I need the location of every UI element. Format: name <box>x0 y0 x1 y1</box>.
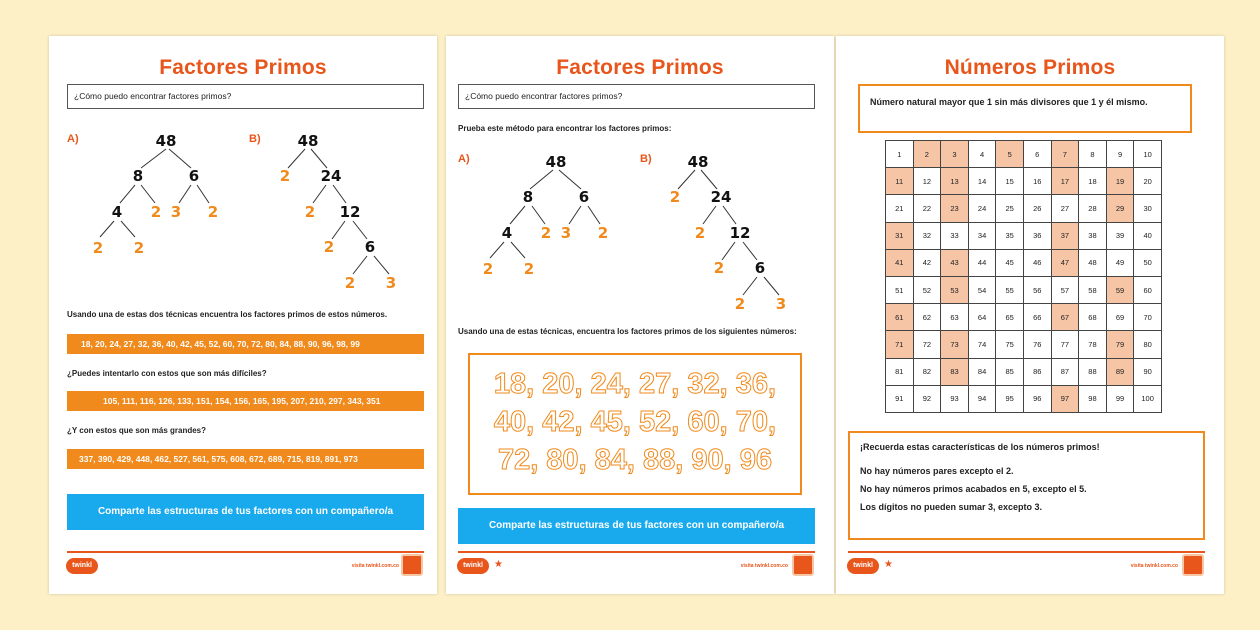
badge-icon <box>792 554 814 576</box>
definition-box: Número natural mayor que 1 sin más divisores que 1 y él mismo. <box>858 84 1192 133</box>
number-cell: 4 <box>968 141 996 168</box>
prime-cell: 61 <box>886 304 914 331</box>
number-cell: 40 <box>1134 222 1162 249</box>
number-cell: 15 <box>996 168 1024 195</box>
number-cell: 80 <box>1134 331 1162 358</box>
number-cell: 46 <box>1023 249 1051 276</box>
number-cell: 88 <box>1079 358 1107 385</box>
footer-url: visita twinkl.com.co <box>740 563 788 569</box>
number-cell: 78 <box>1079 331 1107 358</box>
number-cell: 30 <box>1134 195 1162 222</box>
number-cell: 77 <box>1051 331 1079 358</box>
footer-line <box>67 551 424 553</box>
label-a: A) <box>458 153 470 165</box>
tree-a-node: 48 <box>155 132 177 150</box>
tree-b-node: 2 <box>669 188 681 206</box>
prime-cell: 83 <box>941 358 969 385</box>
number-cell: 42 <box>913 249 941 276</box>
compare-banner: Comparte las estructuras de tus factores con un compañero/a <box>67 494 424 530</box>
number-cell: 35 <box>996 222 1024 249</box>
number-cell: 68 <box>1079 304 1107 331</box>
tree-a-node: 2 <box>523 260 535 278</box>
footer-url: visita twinkl.com.co <box>351 563 399 569</box>
fact-item: No hay números primos acabados en 5, excepto el 5. <box>860 484 1087 494</box>
tree-a-node: 3 <box>560 224 572 242</box>
tree-b-node: 48 <box>297 132 319 150</box>
tree-b-node: 12 <box>339 203 361 221</box>
question-box: ¿Cómo puedo encontrar factores primos? <box>67 84 424 109</box>
prime-cell: 71 <box>886 331 914 358</box>
number-cell: 86 <box>1023 358 1051 385</box>
tree-a-node: 2 <box>597 224 609 242</box>
footer-line <box>848 551 1205 553</box>
remember-box <box>848 431 1205 540</box>
prime-cell: 31 <box>886 222 914 249</box>
number-cell: 63 <box>941 304 969 331</box>
number-cell: 6 <box>1023 141 1051 168</box>
badge-icon <box>1182 554 1204 576</box>
number-cell: 56 <box>1023 276 1051 303</box>
prime-cell: 23 <box>941 195 969 222</box>
outline-line: 40, 42, 45, 52, 60, 70, <box>493 406 777 438</box>
number-cell: 14 <box>968 168 996 195</box>
footer-url: visita twinkl.com.co <box>1130 563 1178 569</box>
instruction-text: Usando una de estas técnicas, encuentra los factores primos de los siguientes números: <box>458 327 797 336</box>
number-cell: 38 <box>1079 222 1107 249</box>
worksheet-page-1 <box>49 36 437 594</box>
number-cell: 49 <box>1106 249 1134 276</box>
prime-cell: 37 <box>1051 222 1079 249</box>
tree-b-node: 24 <box>320 167 342 185</box>
number-cell: 96 <box>1023 385 1051 412</box>
number-cell: 87 <box>1051 358 1079 385</box>
number-cell: 98 <box>1079 385 1107 412</box>
instruction-text: ¿Puedes intentarlo con estos que son más difíciles? <box>67 369 267 378</box>
number-cell: 25 <box>996 195 1024 222</box>
number-cell: 64 <box>968 304 996 331</box>
tree-b-node: 6 <box>754 259 766 277</box>
number-cell: 60 <box>1134 276 1162 303</box>
number-cell: 99 <box>1106 385 1134 412</box>
tree-b-node: 48 <box>687 153 709 171</box>
tree-a-node: 2 <box>207 203 219 221</box>
number-cell: 70 <box>1134 304 1162 331</box>
fact-item: Los dígitos no pueden sumar 3, excepto 3. <box>860 502 1043 512</box>
compare-banner: Comparte las estructuras de tus factores con un compañero/a <box>458 508 815 544</box>
instruction-text: Usando una de estas dos técnicas encuentra los factores primos de estos números. <box>67 310 388 319</box>
numbers-bar: 337, 390, 429, 448, 462, 527, 561, 575, 608, 672, 689, 715, 819, 891, 973 <box>67 449 424 469</box>
prime-cell: 11 <box>886 168 914 195</box>
tree-a-node: 48 <box>545 153 567 171</box>
prime-cell: 89 <box>1106 358 1134 385</box>
numbers-bar: 105, 111, 116, 126, 133, 151, 154, 156, 165, 195, 207, 210, 297, 343, 351 <box>67 391 424 411</box>
tree-a-node: 6 <box>578 188 590 206</box>
tree-a-node: 8 <box>132 167 144 185</box>
number-cell: 22 <box>913 195 941 222</box>
prime-cell: 3 <box>941 141 969 168</box>
number-cell: 76 <box>1023 331 1051 358</box>
number-cell: 8 <box>1079 141 1107 168</box>
number-cell: 81 <box>886 358 914 385</box>
label-b: B) <box>249 133 261 145</box>
number-cell: 18 <box>1079 168 1107 195</box>
number-cell: 48 <box>1079 249 1107 276</box>
outline-line: 72, 80, 84, 88, 90, 96 <box>497 444 773 476</box>
number-cell: 34 <box>968 222 996 249</box>
tree-a-node: 6 <box>188 167 200 185</box>
number-cell: 44 <box>968 249 996 276</box>
question-box: ¿Cómo puedo encontrar factores primos? <box>458 84 815 109</box>
tree-b-node: 2 <box>279 167 291 185</box>
tree-b-node: 2 <box>713 259 725 277</box>
tree-b-node: 2 <box>323 238 335 256</box>
prime-cell: 67 <box>1051 304 1079 331</box>
badge-icon <box>401 554 423 576</box>
number-cell: 57 <box>1051 276 1079 303</box>
tree-b-node: 24 <box>710 188 732 206</box>
number-cell: 33 <box>941 222 969 249</box>
tree-b-node: 2 <box>304 203 316 221</box>
number-cell: 69 <box>1106 304 1134 331</box>
prime-cell: 47 <box>1051 249 1079 276</box>
prime-cell: 41 <box>886 249 914 276</box>
tree-b-node: 3 <box>775 295 787 313</box>
worksheet-page-2 <box>446 36 834 594</box>
tree-a-node: 2 <box>150 203 162 221</box>
page-title: Factores Primos <box>159 56 327 79</box>
page-title: Factores Primos <box>556 56 724 79</box>
number-cell: 21 <box>886 195 914 222</box>
star-icon: ★ <box>884 559 893 570</box>
page-title: Números Primos <box>944 56 1116 79</box>
tree-a-node: 2 <box>133 239 145 257</box>
tree-a-node: 2 <box>482 260 494 278</box>
tree-b-node: 2 <box>734 295 746 313</box>
tree-a-node: 2 <box>92 239 104 257</box>
number-cell: 32 <box>913 222 941 249</box>
number-cell: 1 <box>886 141 914 168</box>
number-cell: 28 <box>1079 195 1107 222</box>
number-cell: 93 <box>941 385 969 412</box>
prime-cell: 2 <box>913 141 941 168</box>
number-cell: 27 <box>1051 195 1079 222</box>
number-cell: 65 <box>996 304 1024 331</box>
number-cell: 55 <box>996 276 1024 303</box>
tree-a-node: 2 <box>540 224 552 242</box>
prime-cell: 7 <box>1051 141 1079 168</box>
prime-cell: 19 <box>1106 168 1134 195</box>
prime-cell: 79 <box>1106 331 1134 358</box>
number-cell: 58 <box>1079 276 1107 303</box>
number-cell: 74 <box>968 331 996 358</box>
number-cell: 66 <box>1023 304 1051 331</box>
number-cell: 92 <box>913 385 941 412</box>
fact-item: No hay números pares excepto el 2. <box>860 466 1014 476</box>
numbers-outline-box <box>468 353 802 495</box>
number-cell: 62 <box>913 304 941 331</box>
tree-b-node: 2 <box>694 224 706 242</box>
number-cell: 54 <box>968 276 996 303</box>
number-cell: 75 <box>996 331 1024 358</box>
number-cell: 82 <box>913 358 941 385</box>
hundred-square <box>885 140 1162 413</box>
prime-cell: 97 <box>1051 385 1079 412</box>
number-cell: 91 <box>886 385 914 412</box>
number-cell: 12 <box>913 168 941 195</box>
twinkl-logo: twinkl <box>457 558 489 574</box>
factor-tree-b <box>49 124 437 334</box>
tree-b-node: 2 <box>344 274 356 292</box>
number-cell: 36 <box>1023 222 1051 249</box>
tree-a-node: 4 <box>501 224 513 242</box>
numbers-bar: 18, 20, 24, 27, 32, 36, 40, 42, 45, 52, 60, 70, 72, 80, 84, 88, 90, 96, 98, 99 <box>67 334 424 354</box>
star-icon: ★ <box>494 559 503 570</box>
number-cell: 85 <box>996 358 1024 385</box>
outline-numbers <box>470 365 800 479</box>
number-cell: 95 <box>996 385 1024 412</box>
prime-cell: 13 <box>941 168 969 195</box>
twinkl-logo: twinkl <box>847 558 879 574</box>
factor-tree-b <box>446 145 834 355</box>
number-cell: 90 <box>1134 358 1162 385</box>
instruction-text: ¿Y con estos que son más grandes? <box>67 426 206 435</box>
label-a: A) <box>67 133 79 145</box>
footer-line <box>458 551 815 553</box>
number-cell: 51 <box>886 276 914 303</box>
tree-a-node: 8 <box>522 188 534 206</box>
number-cell: 84 <box>968 358 996 385</box>
number-cell: 9 <box>1106 141 1134 168</box>
number-cell: 72 <box>913 331 941 358</box>
method-text: Prueba este método para encontrar los factores primos: <box>458 124 672 133</box>
number-cell: 10 <box>1134 141 1162 168</box>
number-cell: 24 <box>968 195 996 222</box>
prime-cell: 53 <box>941 276 969 303</box>
twinkl-logo: twinkl <box>66 558 98 574</box>
outline-line: 18, 20, 24, 27, 32, 36, <box>493 368 777 400</box>
remember-title: ¡Recuerda estas características de los números primos! <box>860 442 1100 452</box>
prime-cell: 59 <box>1106 276 1134 303</box>
prime-cell: 29 <box>1106 195 1134 222</box>
number-cell: 50 <box>1134 249 1162 276</box>
number-cell: 100 <box>1134 385 1162 412</box>
tree-a-node: 4 <box>111 203 123 221</box>
tree-b-node: 12 <box>729 224 751 242</box>
number-cell: 52 <box>913 276 941 303</box>
tree-a-node: 3 <box>170 203 182 221</box>
prime-cell: 73 <box>941 331 969 358</box>
number-cell: 45 <box>996 249 1024 276</box>
number-cell: 39 <box>1106 222 1134 249</box>
label-b: B) <box>640 153 652 165</box>
number-cell: 26 <box>1023 195 1051 222</box>
number-cell: 94 <box>968 385 996 412</box>
tree-b-node: 6 <box>364 238 376 256</box>
prime-cell: 5 <box>996 141 1024 168</box>
number-cell: 20 <box>1134 168 1162 195</box>
number-cell: 16 <box>1023 168 1051 195</box>
prime-cell: 43 <box>941 249 969 276</box>
tree-b-node: 3 <box>385 274 397 292</box>
worksheet-page-3 <box>836 36 1224 594</box>
prime-cell: 17 <box>1051 168 1079 195</box>
